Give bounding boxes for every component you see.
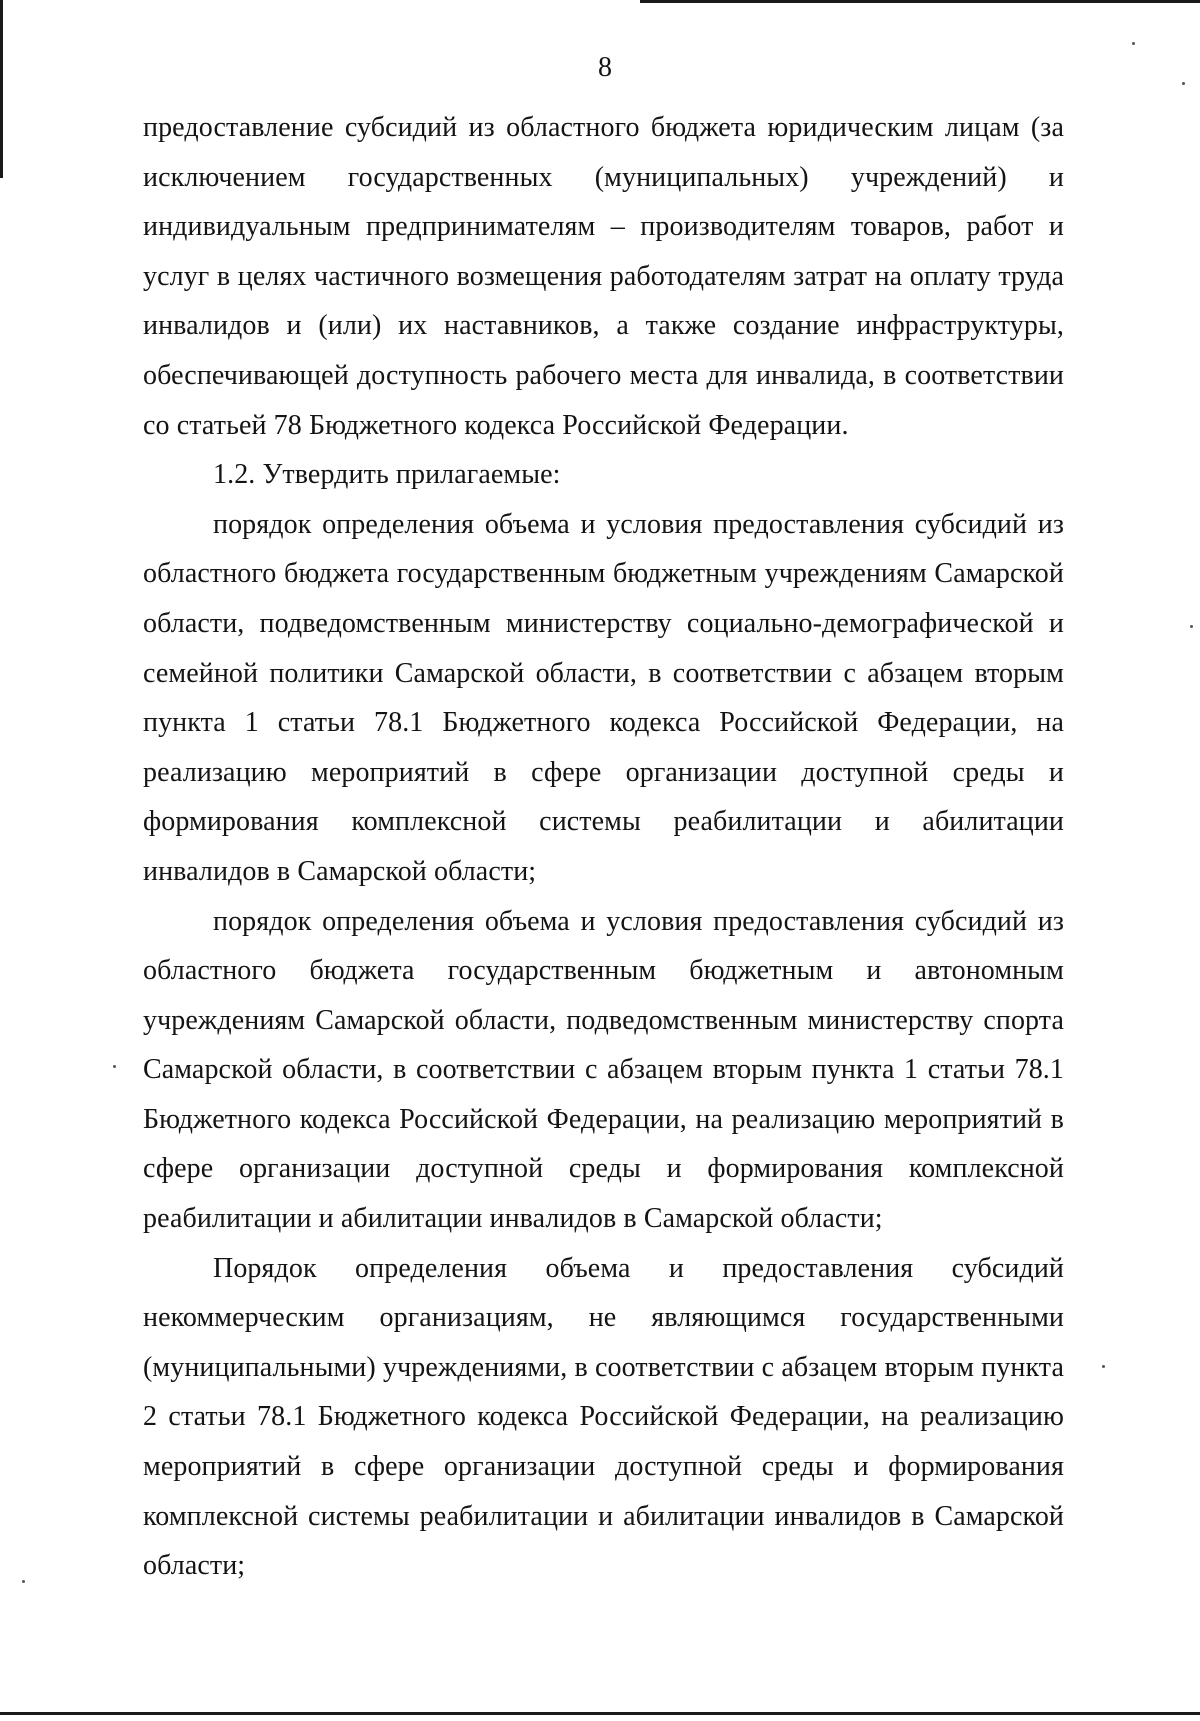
scan-speck bbox=[1190, 625, 1193, 628]
page-number: 8 bbox=[598, 52, 612, 83]
scan-border-bottom bbox=[0, 1712, 1200, 1715]
paragraph-procedure-social-ministry: порядок определения объема и условия предоставления субсидий из областного бюджета государственным бюджетным учреждениям Самарской области, подведомственным министерству социально-демографической и семейной политики Самарской области, в соответствии с абзацем вторым пункта 1 статьи 78.1 Бюджетного кодекса Российской Федерации, на реализацию мероприятий в сфере организации доступной среды и формирования комплексной системы реабилитации и абилитации инвалидов в Самарской области; bbox=[143, 508, 1064, 887]
scan-speck bbox=[113, 1065, 116, 1068]
document-body bbox=[143, 103, 1064, 1591]
scan-speck bbox=[1102, 1365, 1105, 1368]
paragraph-procedure-nonprofit: Порядок определения объема и предоставления субсидий некоммерческим организациям, не являющимся государственными (муниципальными) учреждениями, в соответствии с абзацем вторым пункта 2 статьи 78.1 Бюджетного кодекса Российской Федерации, на реализацию мероприятий в сфере организации доступной среды и формирования комплексной системы реабилитации и абилитации инвалидов в Самарской области; bbox=[143, 1252, 1064, 1582]
scan-border-top bbox=[640, 0, 1200, 3]
paragraph-item-1-2: 1.2. Утвердить прилагаемые: bbox=[213, 459, 561, 491]
scan-speck bbox=[1132, 42, 1135, 45]
scan-speck bbox=[22, 1580, 25, 1583]
scan-border-left bbox=[0, 0, 3, 178]
paragraph-subsidy-legal-entities: предоставление субсидий из областного бюджета юридическим лицам (за исключением государственных (муниципальных) учреждений) и индивидуальным предпринимателям – производителям товаров, работ и услуг в целях частичного возмещения работодателям затрат на оплату труда инвалидов и (или) их наставников, а также создание инфраструктуры, обеспечивающей доступность рабочего места для инвалида, в соответствии со статьей 78 Бюджетного кодекса Российской Федерации. bbox=[143, 112, 1064, 441]
paragraph-procedure-sport-ministry: порядок определения объема и условия предоставления субсидий из областного бюджета государственным бюджетным и автономным учреждениям Самарской области, подведомственным министерству спорта Самарской области, в соответствии с абзацем вторым пункта 1 статьи 78.1 Бюджетного кодекса Российской Федерации, на реализацию мероприятий в сфере организации доступной среды и формирования комплексной реабилитации и абилитации инвалидов в Самарской области; bbox=[143, 905, 1064, 1235]
